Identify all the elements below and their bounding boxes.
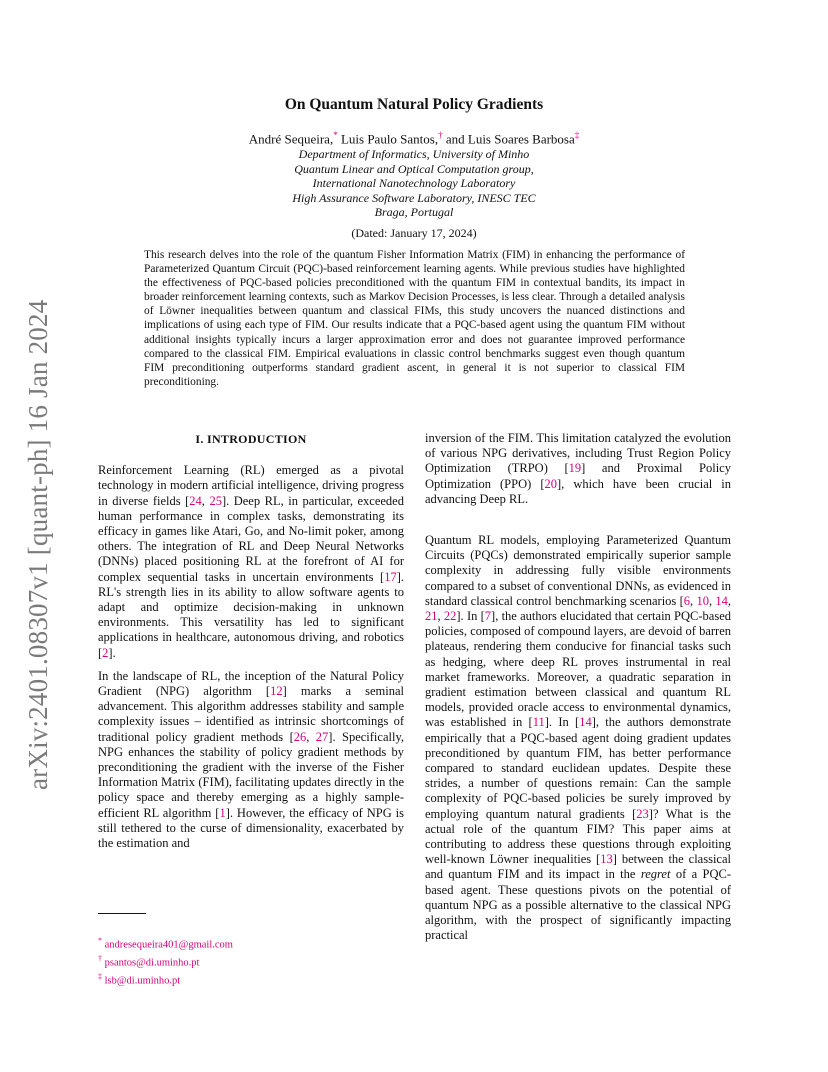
citation-link[interactable]: 23 [636,806,649,821]
author-list [0,130,828,147]
author-footnote-mark[interactable]: * [333,130,338,140]
citation-link[interactable]: 2 [102,645,109,660]
email-link[interactable]: psantos@di.uminho.pt [104,957,200,969]
author-name: and Luis Soares Barbosa [445,131,575,147]
citation-link[interactable]: 14 [715,593,728,608]
author-footnote-mark[interactable]: ‡ [574,130,580,140]
footnote-rule [98,913,146,914]
citation-link[interactable]: 6 [683,593,691,608]
right-column [425,431,731,952]
affiliation-line: High Assurance Software Laboratory, INESC TEC [292,190,536,205]
affiliation-line: International Nanotechnology Laboratory [312,176,516,190]
citation-link[interactable]: 24 [189,493,202,508]
citation-link[interactable]: 22 [443,609,457,624]
footnote-mark: ‡ [98,972,102,981]
dated-line: (Dated: January 17, 2024) [351,226,477,240]
section-heading: I. INTRODUCTION [195,432,307,446]
affiliation-line: Department of Informatics, University of Minho [298,147,530,161]
citation-link[interactable]: 11 [532,715,545,730]
citation-link[interactable]: 26 [293,729,307,744]
email-link[interactable]: andresequeira401@gmail.com [104,939,233,951]
affiliation-line: Quantum Linear and Optical Computation group, [294,161,534,176]
email-link[interactable]: lsb@di.uminho.pt [104,975,181,987]
body-paragraph: inversion of the FIM. This limitation catalyzed the evolution of various NPG derivatives, including Trust Region Policy Optimization (TRPO) [19] and Proximal Policy Optimization (PPO) [20], which have been crucial in advancing Deep RL. [425,431,731,506]
body-paragraph: Quantum RL models, employing Parameterized Quantum Circuits (PQCs) demonstrated empirically superior sample complexity in addressing fully visible environments compared to a subset of conventional DNNs, as evidenced in standard classical control benchmarking scenarios [6, 10, 14, 21, 22]. In [7], the authors elucidated that certain PQC-based policies, composed of compound layers, are devoid of barren plateaus, rendering them conducive for financial tasks such as hedging, where deep RL proves instrumental in real market frameworks. Moreover, a quadratic separation in gradient estimation between classical and quantum RL models, provided oracle access to environmental dynamics, was established in [11]. In [14], the authors demonstrate empirically that a PQC-based agent doing gradient updates preconditioned by quantum FIM, has better performance compared to standard euclidean updates. Despite these strides, a number of questions remain: Can the sample complexity of PQC-based policies be surely improved by employing quantum natural gradients [23]? What is the actual role of the quantum FIM? This paper aims at contributing to address these questions through exploiting well-known Löwner inequalities [13] between the classical and quantum FIM and its impact in the regret of a PQC-based agent. These questions pivots on the potential of quantum NPG as a possible alternative to the classical NPG algorithm, with the prospect of significantly impacting practical [425,533,732,943]
footnote-mark: † [98,954,102,963]
citation-link[interactable]: 12 [270,684,283,699]
citation-link[interactable]: 20 [544,476,557,491]
arxiv-identifier: arXiv:2401.08307v1 [quant-ph] 16 Jan 2024 [23,299,53,790]
author-footnote-mark[interactable]: † [438,130,443,140]
citation-link[interactable]: 19 [568,461,582,476]
citation-link[interactable]: 27 [315,729,329,744]
footnote-mark: * [98,936,102,945]
emphasis-text: regret [640,867,671,882]
citation-link[interactable]: 21 [425,609,438,624]
footnote-item [98,970,404,988]
paper-title: On Quantum Natural Policy Gradients [284,96,544,113]
author-name: Luis Paulo Santos, [340,131,439,147]
citation-link[interactable]: 25 [209,493,222,508]
left-column [98,432,404,859]
citation-link[interactable]: 14 [579,715,592,730]
abstract: This research delves into the role of the quantum Fisher Information Matrix (FIM) in enhancing the performance of Parameterized Quantum Circuit (PQC)-based reinforcement learning agents. While previous studies have highlighted the effectiveness of PQC-based policies preconditioned with the quantum FIM in contextual bandits, its impact in broader reinforcement learning contexts, such as Markov Decision Processes, is less clear. Through a detailed analysis of Löwner inequalities between quantum and classical FIMs, this study uncovers the nuanced distinctions and implications of using each type of FIM. Our results indicate that a PQC-based agent using the quantum FIM without additional insights typically incurs a larger approximation error and does not guarantee improved performance compared to the classical FIM. Empirical evaluations in classic control benchmarks suggest even though quantum FIM preconditioning outperforms standard gradient ascent, in general it is not superior to classical FIM preconditioning. [144,249,685,388]
citation-link[interactable]: 13 [600,852,613,867]
affiliation-line: Braga, Portugal [374,205,454,219]
citation-link[interactable]: 7 [484,609,492,624]
affiliations [0,147,828,220]
footnote-item [98,934,404,952]
footnotes [98,934,404,988]
author-name: André Sequeira, [248,131,334,147]
citation-link[interactable]: 17 [384,569,397,584]
body-paragraph: Reinforcement Learning (RL) emerged as a pivotal technology in modern artificial intelligence, driving progress in diverse fields [24, 25]. Deep RL, in particular, exceeded human performance in complex tasks, demonstrating its efficacy in games like Atari, Go, and No-limit poker, among others. The integration of RL and Deep Neural Networks (DNNs) placed positioning RL at the forefront of AI for complex sequential tasks in uncertain environments [17]. RL's strength lies in its ability to allow software agents to adapt and optimize decision-making in unknown environments. This versatility has led to significant applications in healthcare, autonomous driving, and robotics [2]. [98,463,404,660]
paragraph-gap [425,515,731,533]
body-paragraph: In the landscape of RL, the inception of the Natural Policy Gradient (NPG) algorithm [12] marks a seminal advancement. This algorithm addresses stability and sample complexity issues – identified as intrinsic shortcomings of traditional policy gradient methods [26, 27]. Specifically, NPG enhances the stability of policy gradient methods by preconditioning the gradient with the inverse of the Fisher Information Matrix (FIM), facilitating updates directly in the policy space and thereby emerging as a highly sample-efficient RL algorithm [1]. However, the efficacy of NPG is still tethered to the curse of dimensionality, exacerbated by the estimation and [98,668,405,851]
footnote-item [98,952,404,970]
citation-link[interactable]: 10 [696,593,709,608]
citation-link[interactable]: 1 [219,805,226,820]
